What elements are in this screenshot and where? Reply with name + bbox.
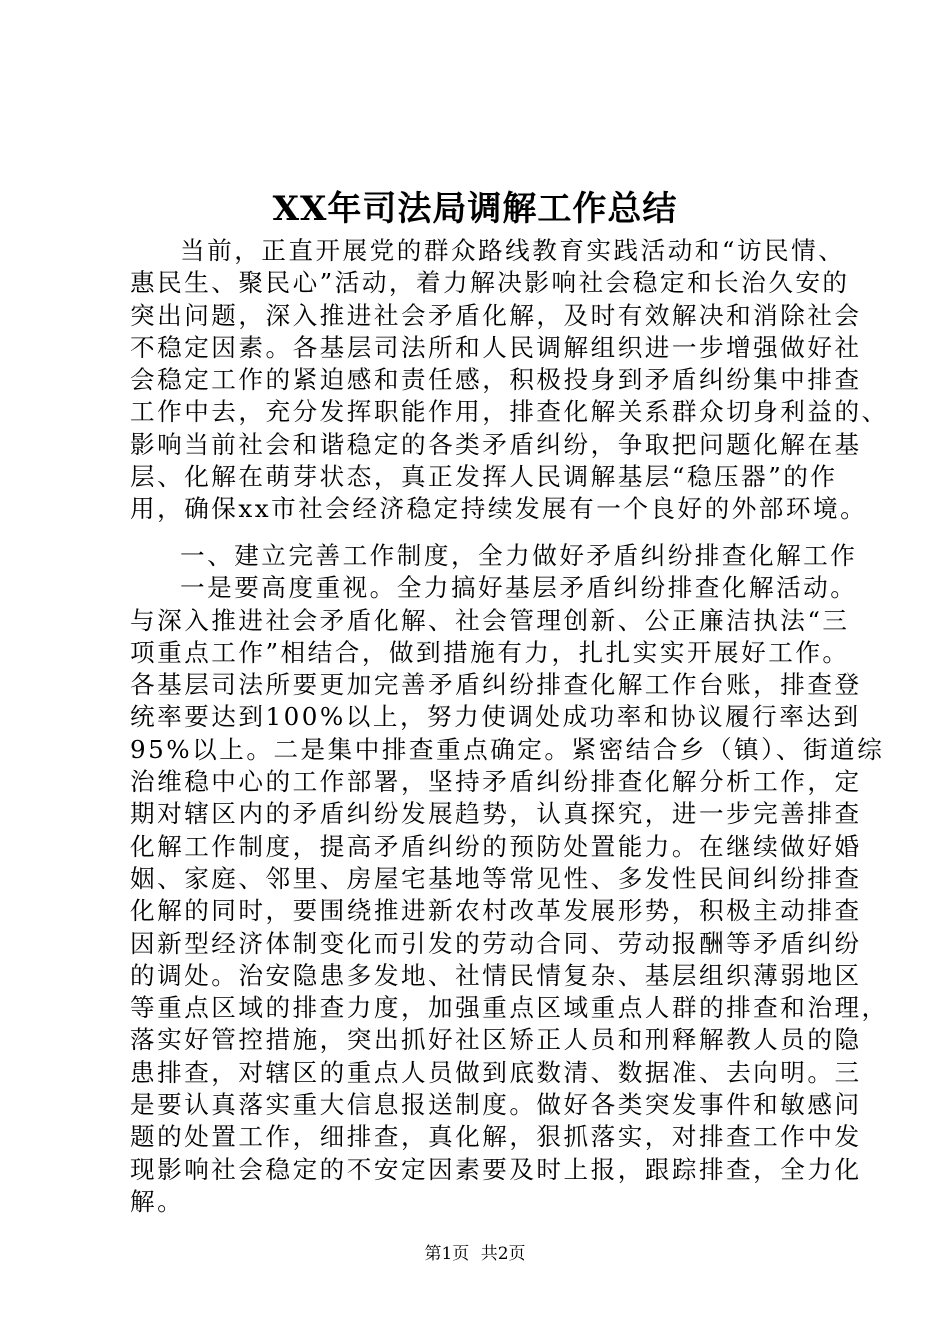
text-line: 层、化解在萌芽状态，真正发挥人民调解基层“稳压器”的作 — [130, 462, 838, 492]
text-line: 患排查，对辖区的重点人员做到底数清、数据准、去向明。三 — [130, 1057, 862, 1087]
text-line: 治维稳中心的工作部署，坚持矛盾纠纷排查化解分析工作，定 — [130, 767, 862, 797]
text-line: 现影响社会稳定的不安定因素要及时上报，跟踪排查，全力化 — [130, 1154, 862, 1184]
text-line: 一是要高度重视。全力搞好基层矛盾纠纷排查化解活动。 — [180, 573, 858, 603]
text-line: 等重点区域的排查力度，加强重点区域重点人群的排查和治理， — [130, 993, 889, 1023]
text-line: 惠民生、聚民心”活动，着力解决影响社会稳定和长治久安的 — [130, 268, 850, 298]
text-line: 落实好管控措施，突出抓好社区矫正人员和刑释解教人员的隐 — [130, 1025, 862, 1055]
text-line: 影响当前社会和谐稳定的各类矛盾纠纷，争取把问题化解在基 — [130, 429, 862, 459]
text-line: 工作中去，充分发挥职能作用，排查化解关系群众切身利益的、 — [130, 397, 889, 427]
text-line: 解。 — [130, 1186, 185, 1216]
text-line: 各基层司法所要更加完善矛盾纠纷排查化解工作台账，排查登 — [130, 670, 862, 700]
section-heading: 一、建立完善工作制度，全力做好矛盾纠纷排查化解工作 — [180, 541, 858, 570]
text-line: 95%以上。二是集中排查重点确定。紧密结合乡（镇）、街道综 — [130, 734, 885, 764]
text-line: 与深入推进社会矛盾化解、社会管理创新、公正廉洁执法“三 — [130, 605, 850, 635]
text-line: 当前，正直开展党的群众路线教育实践活动和“访民情、 — [180, 236, 846, 265]
text-line: 会稳定工作的紧迫感和责任感，积极投身到矛盾纠纷集中排查 — [130, 365, 862, 395]
page-footer — [0, 1242, 950, 1266]
text-line: 姻、家庭、邻里、房屋宅基地等常见性、多发性民间纠纷排查 — [130, 863, 862, 893]
text-line: 项重点工作”相结合，做到措施有力，扎扎实实开展好工作。 — [130, 637, 850, 667]
section-one — [130, 540, 889, 1218]
text-line: 题的处置工作，细排查，真化解，狠抓落实，对排查工作中发 — [130, 1122, 862, 1152]
text-line: 期对辖区内的矛盾纠纷发展趋势，认真探究，进一步完善排查 — [130, 799, 862, 829]
intro-paragraph — [130, 235, 889, 526]
text-line: 化解的同时，要围绕推进新农村改革发展形势，积极主动排查 — [130, 896, 862, 926]
page-number: 第1页 — [424, 1244, 470, 1264]
text-line: 的调处。治安隐患多发地、社情民情复杂、基层组织薄弱地区 — [130, 960, 862, 990]
text-line: 不稳定因素。各基层司法所和人民调解组织进一步增强做好社 — [130, 332, 862, 362]
text-line: 化解工作制度，提高矛盾纠纷的预防处置能力。在继续做好婚 — [130, 831, 862, 861]
text-line: 是要认真落实重大信息报送制度。做好各类突发事件和敏感问 — [130, 1090, 862, 1120]
text-line: 突出问题，深入推进社会矛盾化解，及时有效解决和消除社会 — [130, 300, 862, 330]
text-line: 用，确保xx市社会经济稳定持续发展有一个良好的外部环境。 — [130, 494, 868, 524]
text-line: 统率要达到100%以上，努力使调处成功率和协议履行率达到 — [130, 702, 861, 732]
page-total: 共2页 — [480, 1244, 526, 1264]
text-line: 因新型经济体制变化而引发的劳动合同、劳动报酬等矛盾纠纷 — [130, 928, 862, 958]
document-title: XX年司法局调解工作总结 — [272, 189, 678, 229]
